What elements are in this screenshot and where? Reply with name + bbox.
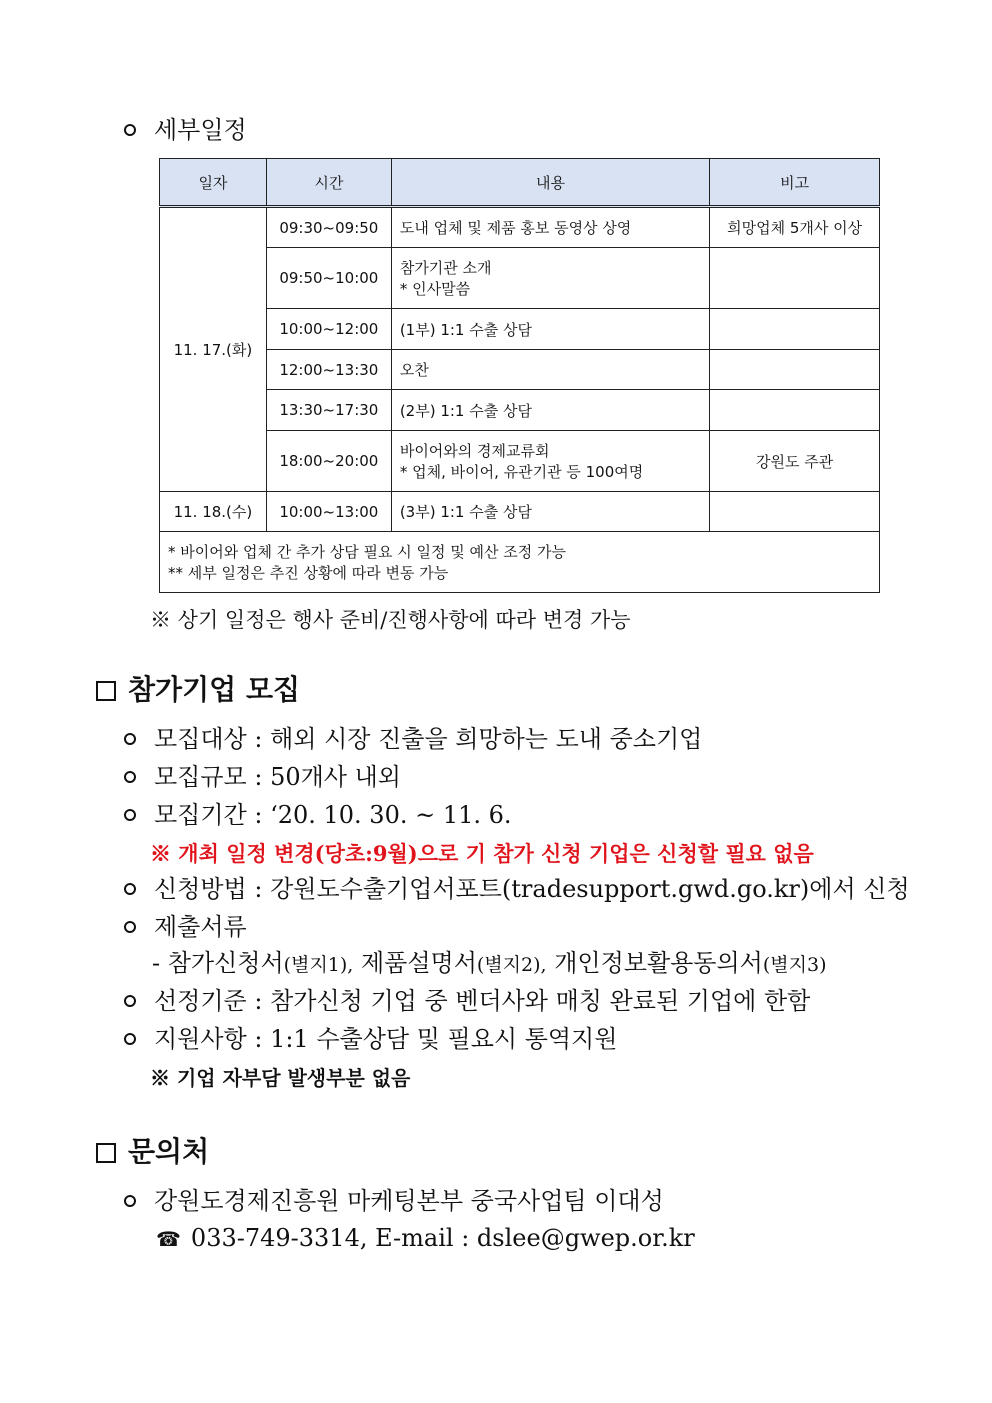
table-row <box>160 207 880 248</box>
docs-item: - 참가신청서 <box>152 949 284 977</box>
header-time: 시간 <box>266 159 391 207</box>
note-cell <box>710 492 880 532</box>
recruit-scale: 모집규모 : 50개사 내외 <box>154 763 401 791</box>
table-row <box>160 390 880 431</box>
date-cell: 11. 17.(화) <box>160 207 267 492</box>
circle-bullet-icon <box>124 995 136 1007</box>
recruit-support-line <box>124 1024 617 1054</box>
contact-heading-line <box>96 1130 209 1170</box>
note-cell: 희망업체 5개사 이상 <box>710 207 880 248</box>
header-note: 비고 <box>710 159 880 207</box>
content-line: 참가기관 소개 <box>399 259 492 277</box>
recruit-period: 모집기간 : ‘20. 10. 30. ~ 11. 6. <box>154 801 512 829</box>
recruit-criteria: 선정기준 : 참가신청 기업 중 벤더사와 매칭 완료된 기업에 한함 <box>154 987 811 1015</box>
schedule-title-line <box>124 115 247 145</box>
note-cell: 강원도 주관 <box>710 431 880 492</box>
recruit-docs-line <box>124 912 247 942</box>
recruit-method-line <box>124 874 910 904</box>
docs-item-note: (별지3) <box>762 954 827 976</box>
table-row <box>160 492 880 532</box>
footnote-line: ** 세부 일정은 추진 상황에 따라 변동 가능 <box>168 564 449 582</box>
date-cell: 11. 18.(수) <box>160 492 267 532</box>
footnote-line: * 바이어와 업체 간 추가 상담 필요 시 일정 및 예산 조정 가능 <box>168 543 566 561</box>
content-cell: 도내 업체 및 제품 홍보 동영상 상영 <box>391 207 709 248</box>
recruit-heading: 참가기업 모집 <box>128 673 301 706</box>
recruit-period-line <box>124 800 512 830</box>
content-cell: (3부) 1:1 수출 상담 <box>391 492 709 532</box>
table-row <box>160 350 880 390</box>
contact-org: 강원도경제진흥원 마케팅본부 중국사업팀 이대성 <box>154 1187 664 1215</box>
circle-bullet-icon <box>124 771 136 783</box>
circle-bullet-icon <box>124 733 136 745</box>
schedule-note: ※ 상기 일정은 행사 준비/진행사항에 따라 변경 가능 <box>150 608 631 632</box>
content-cell: (1부) 1:1 수출 상담 <box>391 309 709 350</box>
table-row <box>160 248 880 309</box>
note-cell <box>710 309 880 350</box>
schedule-title: 세부일정 <box>154 116 247 144</box>
recruit-target: 모집대상 : 해외 시장 진출을 희망하는 도내 중소기업 <box>154 725 703 753</box>
circle-bullet-icon <box>124 1195 136 1207</box>
circle-bullet-icon <box>124 883 136 895</box>
time-cell: 13:30~17:30 <box>266 390 391 431</box>
header-content: 내용 <box>391 159 709 207</box>
recruit-target-line <box>124 724 702 754</box>
circle-bullet-icon <box>124 921 136 933</box>
recruit-support: 지원사항 : 1:1 수출상담 및 필요시 통역지원 <box>154 1025 618 1053</box>
time-cell: 18:00~20:00 <box>266 431 391 492</box>
docs-item: 개인정보활용동의서 <box>546 949 763 977</box>
content-cell: (2부) 1:1 수출 상담 <box>391 390 709 431</box>
recruit-scale-line <box>124 762 401 792</box>
note-cell <box>710 248 880 309</box>
time-cell: 10:00~13:00 <box>266 492 391 532</box>
table-row <box>160 309 880 350</box>
recruit-support-note: ※ 기업 자부담 발생부분 없음 <box>150 1066 411 1090</box>
content-cell <box>391 431 709 492</box>
time-cell: 12:00~13:30 <box>266 350 391 390</box>
circle-bullet-icon <box>124 809 136 821</box>
header-date: 일자 <box>160 159 267 207</box>
content-cell: 오찬 <box>391 350 709 390</box>
circle-bullet-icon <box>124 124 136 136</box>
note-cell <box>710 350 880 390</box>
docs-item: 제품설명서 <box>353 949 477 977</box>
docs-item-note: (별지1), <box>283 954 354 976</box>
recruit-docs-title: 제출서류 <box>154 913 247 941</box>
contact-detail: 033-749-3314, E-mail : dslee@gwep.or.kr <box>190 1224 695 1252</box>
docs-item-note: (별지2), <box>476 954 547 976</box>
recruit-docs-detail <box>152 948 827 980</box>
table-header-row <box>160 159 880 207</box>
content-subline: * 업체, 바이어, 유관기관 등 100여명 <box>399 463 644 481</box>
content-subline: * 인사말씀 <box>399 280 471 298</box>
circle-bullet-icon <box>124 1033 136 1045</box>
content-cell <box>391 248 709 309</box>
square-bullet-icon <box>96 1143 116 1163</box>
time-cell: 10:00~12:00 <box>266 309 391 350</box>
recruit-heading-line <box>96 668 300 708</box>
contact-detail-line <box>156 1223 695 1254</box>
recruit-warning: ※ 개최 일정 변경(당초:9월)으로 기 참가 신청 기업은 신청할 필요 없음 <box>150 841 814 866</box>
contact-heading: 문의처 <box>128 1135 210 1168</box>
time-cell: 09:50~10:00 <box>266 248 391 309</box>
phone-icon: ☎ <box>156 1227 181 1251</box>
square-bullet-icon <box>96 681 116 701</box>
schedule-table <box>159 158 880 593</box>
table-footnote-row <box>160 532 880 593</box>
content-line: 바이어와의 경제교류회 <box>399 442 550 460</box>
note-cell <box>710 390 880 431</box>
contact-org-line <box>124 1186 664 1216</box>
time-cell: 09:30~09:50 <box>266 207 391 248</box>
recruit-criteria-line <box>124 986 810 1016</box>
recruit-method: 신청방법 : 강원도수출기업서포트(tradesupport.gwd.go.kr)에서 신청 <box>154 875 910 903</box>
footnote-cell <box>160 532 880 593</box>
table-row <box>160 431 880 492</box>
